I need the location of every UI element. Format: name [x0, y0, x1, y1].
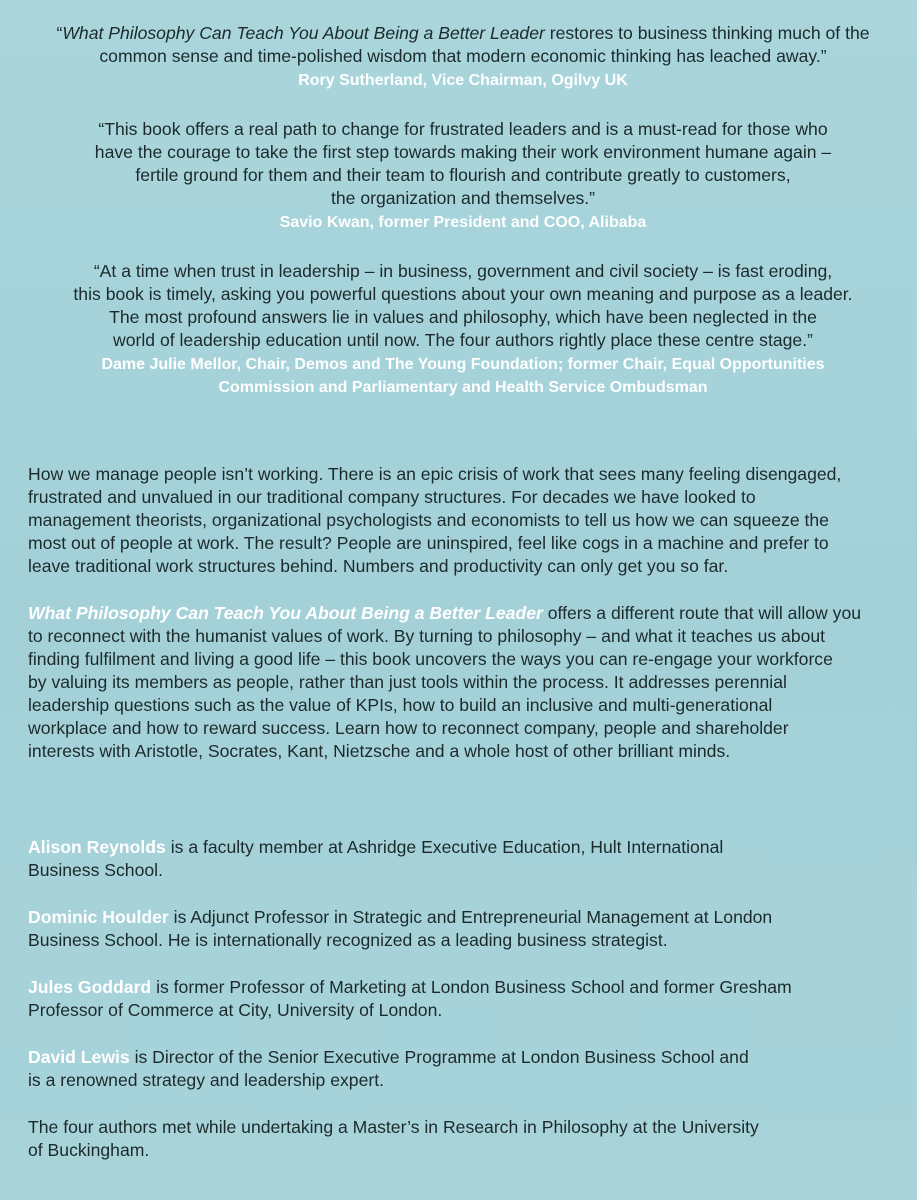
- description-paragraph-1: How we manage people isn’t working. There is an epic crisis of work that sees many feeling disengaged, frustrated and unvalued in our traditional company structures. For decades we have looked to management theorists, organizational psychologists and economists to tell us how we can squeeze the most out of people at work. The result? People are uninspired, feel like cogs in a machine and prefer to leave traditional work structures behind. Numbers and productivity can only get you so far.: [28, 464, 842, 576]
- quote-attribution: Rory Sutherland, Vice Chairman, Ogilvy UK: [298, 72, 628, 89]
- endorsement-mellor: [30, 260, 896, 399]
- quote-text: “At a time when trust in leadership – in business, government and civil society – is fast eroding, this book is timely, asking you powerful questions about your own meaning and purpose as a leader. The most profound answers lie in values and philosophy, which have been neglected in the world of leadership education until now. The four authors rightly place these centre stage.”: [73, 261, 853, 350]
- quote-text: “This book offers a real path to change for frustrated leaders and is a must-read for those who have the courage to take the first step towards making their work environment humane again – fertile ground for them and their team to flourish and contribute greatly to customers, the organization and themselves.”: [94, 119, 832, 208]
- description-paragraph-2: What Philosophy Can Teach You About Being a Better Leader offers a different route that will allow you to reconnect with the humanist values of work. By turning to philosophy – and what it teaches us about finding fulfilment and living a good life – this book uncovers the ways you can re-engage your workforce by valuing its members as people, rather than just tools within the process. It addresses perennial leadership questions such as the value of KPIs, how to build an inclusive and multi-generational workplace and how to reward success. Learn how to reconnect company, people and shareholder interests with Aristotle, Socrates, Kant, Nietzsche and a whole host of other brilliant minds.: [28, 603, 862, 761]
- author-name: Jules Goddard: [28, 977, 152, 997]
- quote-attribution: Savio Kwan, former President and COO, Alibaba: [279, 214, 647, 231]
- author-bio-lewis: David Lewis is Director of the Senior Executive Programme at London Business School and is a renowned strategy and leadership expert.: [28, 1047, 749, 1090]
- quote-attribution: Dame Julie Mellor, Chair, Demos and The Young Foundation; former Chair, Equal Opportunities Commission and Parliamentary and Health Service Ombudsman: [101, 356, 825, 396]
- authors-closing-note: The four authors met while undertaking a Master’s in Research in Philosophy at the University of Buckingham.: [28, 1117, 759, 1160]
- author-name: Alison Reynolds: [28, 837, 166, 857]
- endorsement-sutherland: [30, 22, 896, 92]
- endorsements: [30, 22, 896, 425]
- author-bio-houlder: Dominic Houlder is Adjunct Professor in Strategic and Entrepreneurial Management at London Business School. He is internationally recognized as a leading business strategist.: [28, 907, 773, 950]
- author-name: Dominic Houlder: [28, 907, 169, 927]
- quote-text: “What Philosophy Can Teach You About Being a Better Leader restores to business thinking much of the common sense and time-polished wisdom that modern economic thinking has leached away.”: [56, 23, 870, 66]
- endorsement-kwan: [30, 118, 896, 234]
- author-bios: [28, 836, 888, 1186]
- author-bio-reynolds: Alison Reynolds is a faculty member at Ashridge Executive Education, Hult International Business School.: [28, 837, 724, 880]
- book-title: What Philosophy Can Teach You About Being a Better Leader: [62, 23, 545, 43]
- author-name: David Lewis: [28, 1047, 130, 1067]
- author-bio-goddard: Jules Goddard is former Professor of Marketing at London Business School and former Gresham Professor of Commerce at City, University of London.: [28, 977, 792, 1020]
- book-description: [28, 463, 898, 787]
- book-title: What Philosophy Can Teach You About Being a Better Leader: [28, 603, 543, 623]
